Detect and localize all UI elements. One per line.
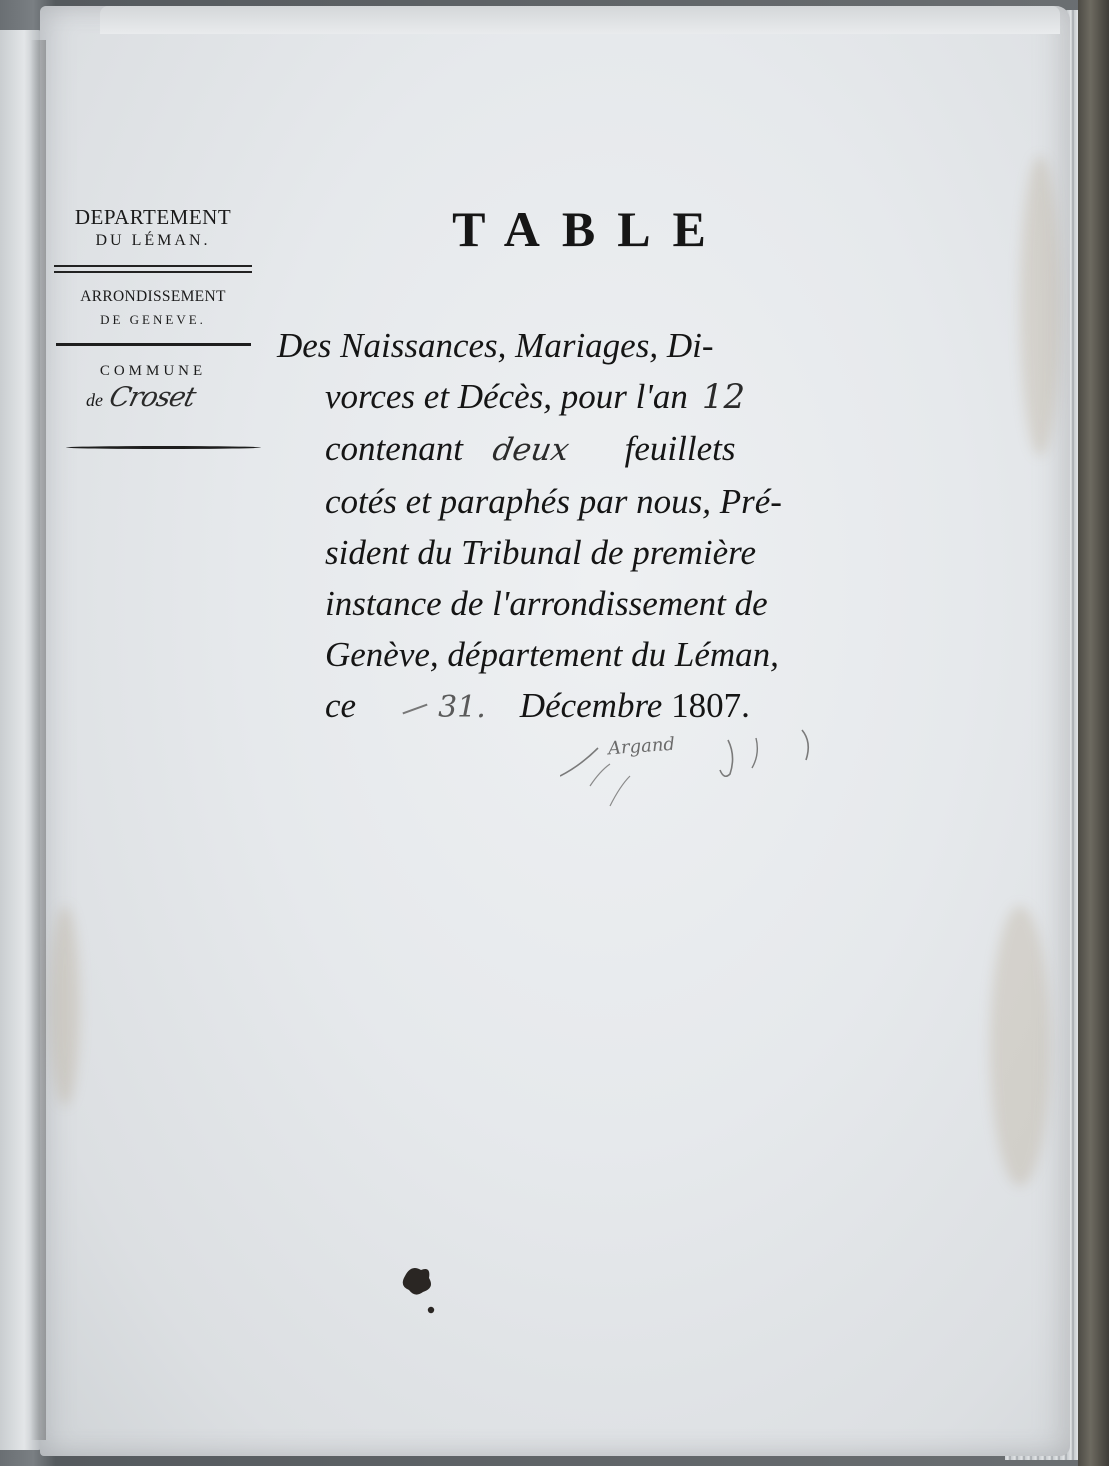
stain	[990, 906, 1050, 1186]
body-line	[277, 371, 917, 423]
body-line	[277, 578, 917, 629]
signature-name: Argand	[607, 733, 676, 760]
body-line-text: Genève, département du Léman,	[325, 635, 779, 674]
departement-name: DU LÉMAN.	[95, 232, 211, 249]
ink-stroke	[403, 704, 428, 715]
commune-label: COMMUNE	[99, 363, 207, 379]
page-title: TABLE	[452, 201, 728, 257]
body-line-text: feuillets	[624, 429, 736, 468]
sheet-top-edge	[100, 6, 1060, 34]
body-line-text: Des Naissances, Mariages, Di-	[277, 326, 714, 365]
body-line-text: vorces et Décès, pour l'an	[325, 377, 688, 416]
body-line	[277, 629, 917, 680]
bottom-rule	[66, 446, 261, 449]
body-line	[277, 320, 917, 371]
body-line-text: cotés et paraphés par nous, Pré-	[325, 482, 782, 521]
commune-name-handwritten: Croset	[106, 382, 199, 413]
handwritten-count: deux	[489, 432, 572, 468]
printed-year: 1807.	[671, 686, 750, 725]
body-line-text: contenant	[325, 429, 464, 468]
book-cover-edge	[1078, 0, 1109, 1466]
departement-label: DEPARTEMENT	[74, 205, 232, 229]
handwritten-year: 12	[701, 377, 746, 417]
arrondissement-label: ARRONDISSEMENT	[80, 288, 226, 305]
body-text	[277, 320, 917, 733]
double-rule	[54, 265, 252, 273]
signature	[560, 726, 830, 816]
commune-prefix: de	[86, 390, 103, 410]
body-line-text: instance de l'arrondissement de	[325, 584, 768, 623]
body-line	[277, 476, 917, 527]
body-line	[277, 527, 917, 578]
thick-rule	[56, 343, 251, 346]
signature-flourish	[560, 726, 830, 816]
page-shadow	[30, 40, 46, 1440]
arrondissement-name: DE GENEVE.	[100, 312, 206, 327]
handwritten-day-text: 31.	[438, 690, 486, 725]
body-line-text: Décembre	[519, 686, 663, 725]
margin-header	[48, 205, 258, 449]
handwritten-day	[402, 682, 486, 733]
stain	[50, 906, 80, 1106]
commune-line	[48, 382, 258, 416]
body-line-text: sident du Tribunal de première	[325, 533, 756, 572]
body-line-text: ce	[325, 686, 357, 725]
stain	[1020, 156, 1060, 456]
ink-blot	[395, 1262, 445, 1322]
body-line	[277, 423, 917, 476]
